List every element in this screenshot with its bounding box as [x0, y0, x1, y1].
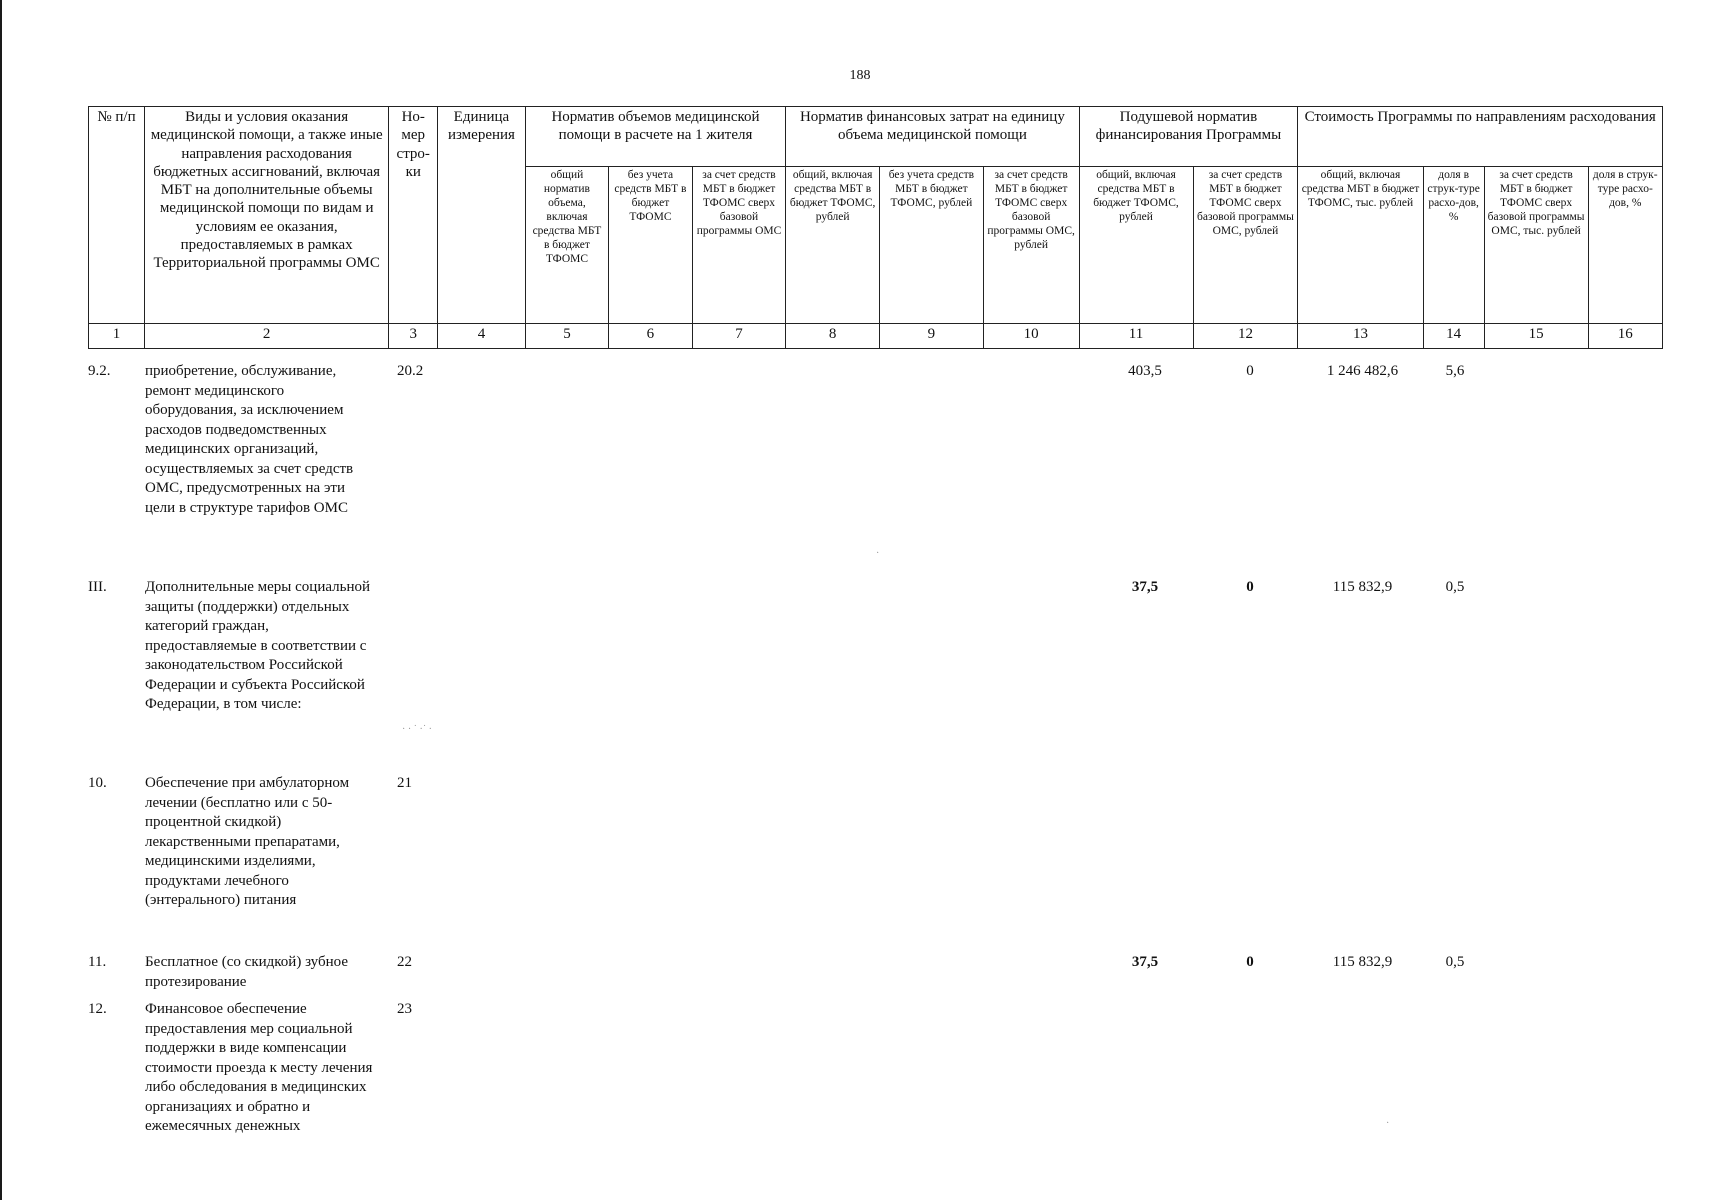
cell-cost-share: 5,6: [1445, 363, 1465, 379]
row-number: 12.: [88, 1001, 107, 1017]
header-table: [88, 106, 1663, 349]
row-line-code: 23: [397, 1001, 412, 1017]
subheader-cell: за счет средств МБТ в бюджет ТФОМС сверх базовой программы ОМС, рублей: [1193, 167, 1298, 324]
row-number: 11.: [88, 954, 107, 970]
column-number: 16: [1588, 324, 1663, 349]
header-group-volume: Норматив объемов медицинской помощи в расчете на 1 жителя: [525, 107, 786, 167]
page-number: 188: [849, 68, 871, 83]
header-col-types: Виды и условия оказания медицинской помощи, а также иные направления расходования бюджетных ассигнований, включая МБТ на дополнительные объемы медицинской помощи по видам и условиям ее оказания, предоставляемых в рамках Территориальной программы ОМС: [144, 107, 388, 324]
column-number: 15: [1484, 324, 1588, 349]
column-number: 3: [389, 324, 438, 349]
page-edge-line: [0, 0, 2, 1200]
cell-cost-share: 0,5: [1445, 579, 1465, 595]
column-number: 9: [879, 324, 983, 349]
row-number: 9.2.: [88, 363, 111, 379]
row-description: приобретение, обслуживание, ремонт медицинского оборудования, за исключением расходов подведомственных медицинских организаций, осуществляемых за счет средств ОМС, предусмотренных на эти цели в структуре тарифов ОМС: [145, 363, 354, 516]
header-col-line: Но-мер стро-ки: [389, 107, 438, 324]
subheader-cell: доля в струк-туре расхо-дов, %: [1588, 167, 1663, 324]
cell-percapita-total: 403,5: [1128, 363, 1162, 379]
row-line-code: 21: [397, 775, 412, 791]
cell-cost-total: 115 832,9: [1332, 579, 1393, 595]
column-number: 14: [1423, 324, 1484, 349]
cell-percapita-mbt: 0: [1246, 579, 1254, 595]
column-number: 12: [1193, 324, 1298, 349]
subheader-cell: общий норматив объема, включая средства МБТ в бюджет ТФОМС: [525, 167, 608, 324]
column-number: 13: [1298, 324, 1423, 349]
row-description: Дополнительные меры социальной защиты (поддержки) отдельных категорий граждан, предоставляемые в соответствии с законодательством Российской Федерации и субъекта Российской Федерации, в том числе:: [145, 579, 371, 712]
column-number: 1: [89, 324, 145, 349]
subheader-cell: без учета средств МБТ в бюджет ТФОМС, рублей: [879, 167, 983, 324]
cell-cost-total: 1 246 482,6: [1326, 363, 1399, 379]
row-line-code: 20.2: [397, 363, 424, 379]
scan-artifact: ·: [1386, 1118, 1390, 1129]
subheader-cell: общий, включая средства МБТ в бюджет ТФОМС, рублей: [1079, 167, 1193, 324]
column-number: 4: [438, 324, 526, 349]
cell-cost-total: 115 832,9: [1332, 954, 1393, 970]
column-number: 11: [1079, 324, 1193, 349]
cell-percapita-total: 37,5: [1131, 954, 1159, 970]
subheader-cell: за счет средств МБТ в бюджет ТФОМС сверх базовой программы ОМС, рублей: [983, 167, 1079, 324]
column-number: 5: [525, 324, 608, 349]
row-description: Обеспечение при амбулаторном лечении (бесплатно или с 50-процентной скидкой) лекарственными препаратами, медицинскими изделиями, продуктами лечебного (энтерального) питания: [145, 775, 350, 908]
subheader-cell: общий, включая средства МБТ в бюджет ТФОМС, рублей: [786, 167, 880, 324]
subheader-cell: за счет средств МБТ в бюджет ТФОМС сверх базовой программы ОМС: [692, 167, 786, 324]
cell-percapita-mbt: 0: [1246, 954, 1254, 970]
scan-artifact: · · ˙ ·˙ ·: [402, 724, 432, 735]
row-number: III.: [88, 579, 107, 595]
header-col-no: № п/п: [89, 107, 145, 324]
header-group-cost: Норматив финансовых затрат на единицу объема медицинской помощи: [786, 107, 1079, 167]
scan-artifact: ·: [876, 548, 880, 559]
cell-cost-share: 0,5: [1445, 954, 1465, 970]
header-group-total: Стоимость Программы по направлениям расходования: [1298, 107, 1663, 167]
column-number: 7: [692, 324, 786, 349]
header-group-percapita: Подушевой норматив финансирования Программы: [1079, 107, 1298, 167]
column-number: 2: [144, 324, 388, 349]
subheader-cell: без учета средств МБТ в бюджет ТФОМС: [609, 167, 692, 324]
column-number: 10: [983, 324, 1079, 349]
cell-percapita-mbt: 0: [1246, 363, 1254, 379]
subheader-cell: доля в струк-туре расхо-дов, %: [1423, 167, 1484, 324]
subheader-cell: за счет средств МБТ в бюджет ТФОМС сверх базовой программы ОМС, тыс. рублей: [1484, 167, 1588, 324]
cell-percapita-total: 37,5: [1131, 579, 1159, 595]
row-description: Бесплатное (со скидкой) зубное протезирование: [145, 954, 348, 990]
row-description: Финансовое обеспечение предоставления мер социальной поддержки в виде компенсации стоимости проезда к месту лечения либо обследования в медицинских организациях и обратно и ежемесячных денежных: [145, 1001, 373, 1134]
column-number: 8: [786, 324, 880, 349]
column-number: 6: [609, 324, 692, 349]
header-col-unit: Единица измерения: [438, 107, 526, 324]
row-number: 10.: [88, 775, 107, 791]
row-line-code: 22: [397, 954, 412, 970]
subheader-cell: общий, включая средства МБТ в бюджет ТФОМС, тыс. рублей: [1298, 167, 1423, 324]
